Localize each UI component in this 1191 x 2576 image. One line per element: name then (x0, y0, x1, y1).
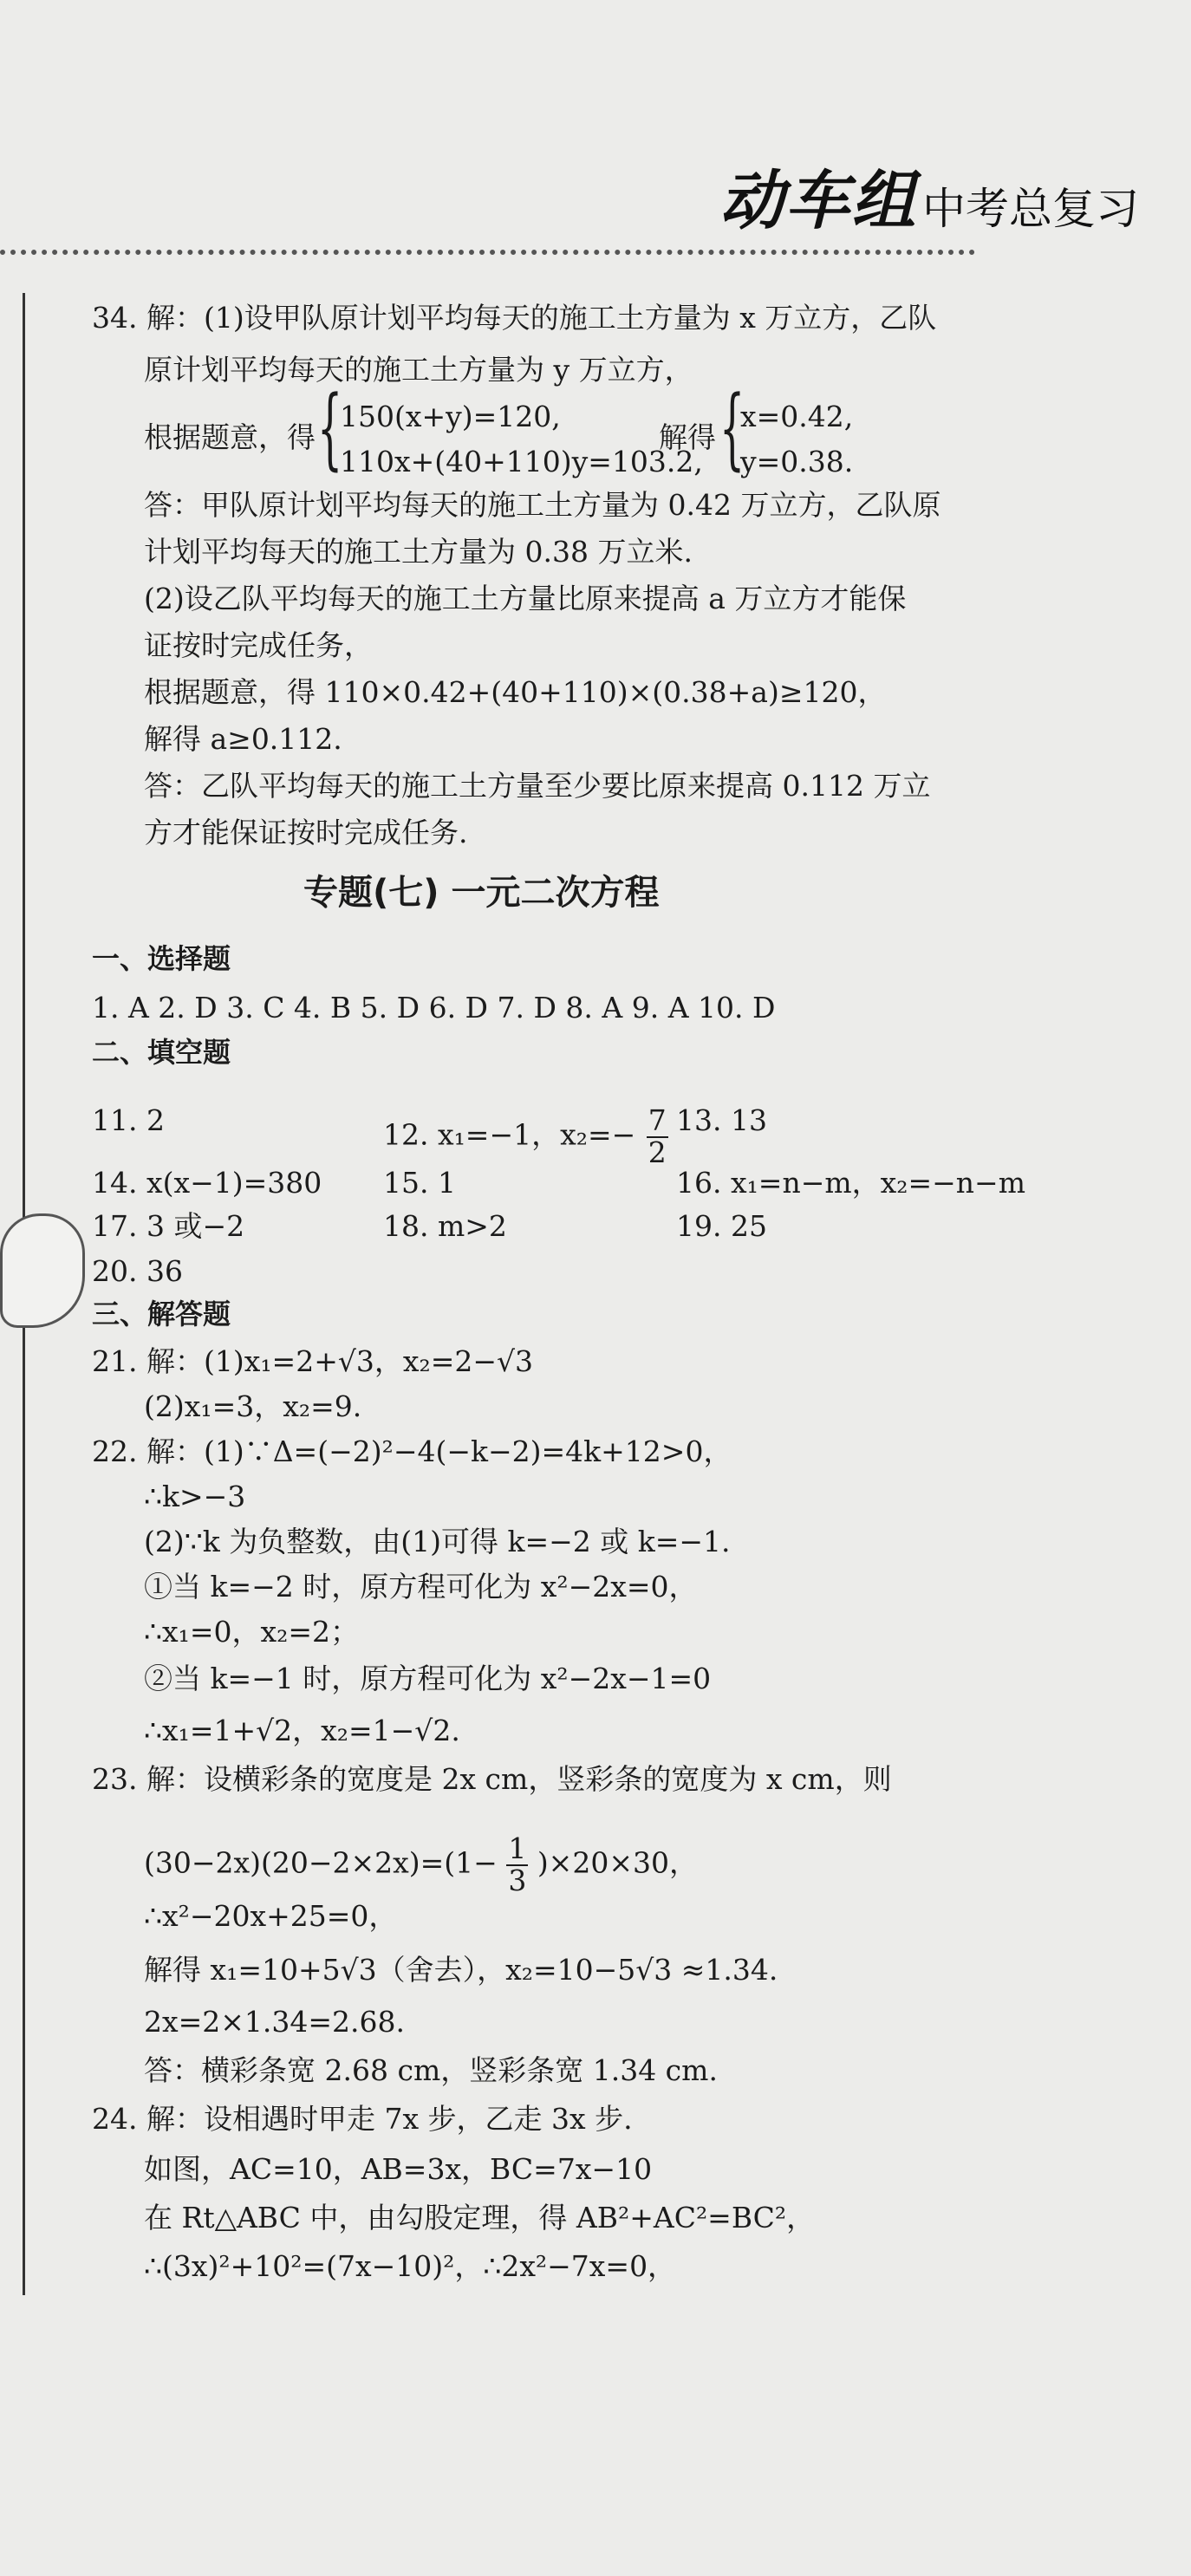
q34-line-1: 34. 解：(1)设甲队原计划平均每天的施工土方量为 x 万立方，乙队 (92, 301, 937, 335)
solve-heading: 三、解答题 (92, 1298, 231, 1330)
fraction-1-3 (506, 1831, 528, 1897)
q34-eq-1: 150(x+y)=120, (340, 400, 561, 433)
fill-answer-19: 19. 25 (676, 1209, 767, 1243)
fill-answer-11: 11. 2 (92, 1103, 165, 1137)
q24-line-2: 如图，AC=10，AB=3x，BC=7x−10 (144, 2152, 653, 2186)
fill-answer-17: 17. 3 或−2 (92, 1209, 245, 1243)
q23-line-3: ∴x²−20x+25=0， (144, 1899, 398, 1933)
q23-line-6: 答：横彩条宽 2.68 cm，竖彩条宽 1.34 cm. (144, 2053, 718, 2087)
left-brace-1: { (317, 377, 343, 480)
q34-line-2: 原计划平均每天的施工土方量为 y 万立方， (144, 353, 693, 387)
q22-line-2: ∴k>−3 (144, 1480, 246, 1513)
q34-line-10: 答：乙队平均每天的施工土方量至少要比原来提高 0.112 万立 (144, 769, 931, 803)
fill-answer-15: 15. 1 (383, 1166, 456, 1200)
q21-line-2: (2)x₁=3，x₂=9. (144, 1389, 362, 1423)
q24-line-3: 在 Rt△ABC 中，由勾股定理，得 AB²+AC²=BC²， (144, 2201, 816, 2234)
choice-answers: 1. A 2. D 3. C 4. B 5. D 6. D 7. D 8. A 9. A 10. D (92, 991, 776, 1025)
q34-eq-2: 110x+(40+110)y=103.2, (340, 445, 703, 478)
fraction-denominator: 3 (508, 1863, 527, 1897)
choice-heading: 一、选择题 (92, 942, 231, 975)
fill-answer-18: 18. m>2 (383, 1209, 507, 1243)
brand-logo: 动车组 (719, 164, 917, 238)
q34-line-7: 证按时完成任务， (144, 628, 373, 662)
q23-line-2-suffix: )×20×30， (537, 1845, 698, 1880)
q22-line-4: ①当 k=−2 时，原方程可化为 x²−2x=0， (144, 1570, 698, 1603)
q22-line-1: 22. 解：(1)∵Δ=(−2)²−4(−k−2)=4k+12>0， (92, 1434, 732, 1468)
q34-line-5: 计划平均每天的施工土方量为 0.38 万立米. (144, 535, 693, 569)
section-title: 专题(七) 一元二次方程 (303, 873, 660, 913)
q34-line-8: 根据题意，得 110×0.42+(40+110)×(0.38+a)≥120， (144, 675, 887, 709)
q22-line-7: ∴x₁=1+√2，x₂=1−√2. (144, 1714, 460, 1747)
q23-line-2 (144, 1831, 698, 1897)
fraction-7-2 (647, 1103, 668, 1169)
q21-line-1: 21. 解：(1)x₁=2+√3，x₂=2−√3 (92, 1344, 534, 1378)
q23-line-5: 2x=2×1.34=2.68. (144, 2005, 405, 2039)
fill-answer-20: 20. 36 (92, 1254, 183, 1288)
q22-line-5: ∴x₁=0，x₂=2； (144, 1615, 359, 1649)
q34-line-3: 根据题意，得 (144, 420, 316, 454)
fraction-numerator: 1 (508, 1831, 527, 1865)
left-brace-2: { (719, 377, 745, 480)
q34-line-6: (2)设乙队平均每天的施工土方量比原来提高 a 万立方才能保 (144, 582, 907, 615)
q34-line-4: 答：甲队原计划平均每天的施工土方量为 0.42 万立方，乙队原 (144, 488, 941, 522)
brand-subtitle: 中考总复习 (922, 184, 1139, 234)
q22-line-6: ②当 k=−1 时，原方程可化为 x²−2x−1=0 (144, 1662, 712, 1695)
fill-answer-16: 16. x₁=n−m，x₂=−n−m (676, 1166, 1025, 1200)
fill-answer-14: 14. x(x−1)=380 (92, 1166, 322, 1200)
q24-line-4: ∴(3x)²+10²=(7x−10)²，∴2x²−7x=0， (144, 2249, 677, 2283)
header-dotted-divider (0, 250, 975, 255)
fill-heading: 二、填空题 (92, 1036, 231, 1069)
q23-line-1: 23. 解：设横彩条的宽度是 2x cm，竖彩条的宽度为 x cm，则 (92, 1762, 892, 1796)
fill-answer-13: 13. 13 (676, 1103, 767, 1137)
q22-line-3: (2)∵k 为负整数，由(1)可得 k=−2 或 k=−1. (144, 1525, 731, 1558)
q34-solve-label: 解得 (659, 420, 716, 454)
q34-sol-2: y=0.38. (740, 445, 854, 478)
margin-sticker (0, 1213, 85, 1328)
fraction-denominator: 2 (648, 1135, 667, 1169)
q34-line-9: 解得 a≥0.112. (144, 722, 342, 756)
q34-line-11: 方才能保证按时完成任务. (144, 816, 468, 849)
fill-answer-12-prefix: 12. x₁=−1，x₂=− (383, 1117, 636, 1152)
fill-answer-12 (383, 1103, 668, 1169)
q23-line-4: 解得 x₁=10+5√3（舍去），x₂=10−5√3 ≈1.34. (144, 1953, 778, 1987)
q23-line-2-prefix: (30−2x)(20−2×2x)=(1− (144, 1845, 498, 1880)
q34-sol-1: x=0.42, (740, 400, 854, 433)
q24-line-1: 24. 解：设相遇时甲走 7x 步，乙走 3x 步. (92, 2102, 633, 2136)
brand-header (719, 164, 1139, 238)
fraction-numerator: 7 (648, 1103, 667, 1137)
